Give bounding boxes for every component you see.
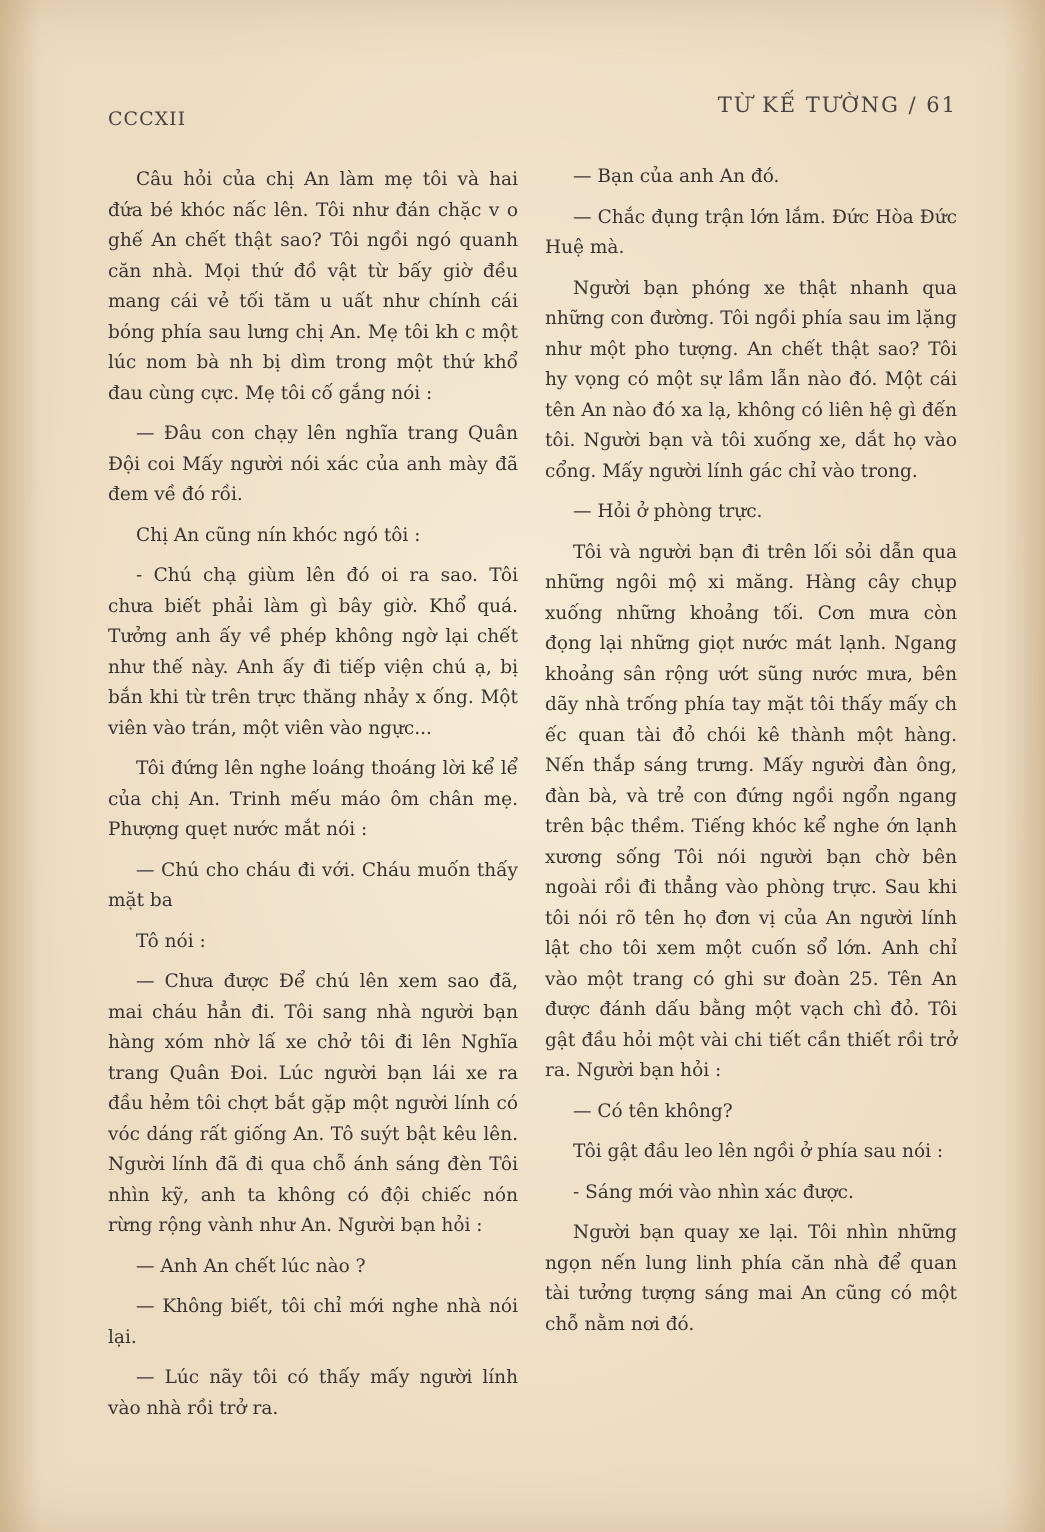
paragraph: Tôi đứng lên nghe loáng thoáng lời kể lể của chị An. Trinh mếu máo ôm chân mẹ. Phượng quẹt nước mắt nói : [108, 758, 518, 840]
paragraph: — Bạn của anh An đó. [573, 166, 780, 187]
paragraph: Người bạn quay xe lại. Tôi nhìn những ngọn nến lung linh phía căn nhà để quan tài tưởng tượng sáng mai An cũng có một chỗ nằm nơi đó. [545, 1222, 957, 1335]
left-text-column [108, 165, 518, 1434]
paragraph: — Chưa được Để chú lên xem sao đã, mai cháu hẳn đi. Tôi sang nhà người bạn hàng xóm nhờ lấ xe chở tôi đi lên Nghĩa trang Quân Đoi. Lúc người bạn lái xe ra đầu hẻm tôi chợt bắt gặp một người lính có vóc dáng rất giống An. Tô suýt bật kêu lên. Người lính đã đi qua chỗ ánh sáng đèn Tôi nhìn kỹ, anh ta không có đội chiếc nón rừng rộng vành như An. Người bạn hỏi : [108, 971, 518, 1236]
paragraph: — Anh An chết lúc nào ? [136, 1255, 366, 1277]
paragraph: — Chắc đụng trận lớn lắm. Đức Hòa Đức Huệ mà. [545, 206, 957, 258]
paragraph: — Lúc nãy tôi có thấy mấy người lính vào nhà rồi trở ra. [108, 1367, 518, 1419]
running-header-author-page: TỪ KẾ TƯỜNG / 61 [717, 93, 957, 117]
paragraph: Tôi và người bạn đi trên lối sỏi dẫn qua những ngôi mộ xi măng. Hàng cây chụp xuống những khoảng tối. Cơn mưa còn đọng lại những giọt nước mát lạnh. Ngang khoảng sân rộng ướt sũng nước mưa, bên dãy nhà trống phía tay mặt tôi thấy mấy ch ếc quan tài đỏ chói kê thành một hàng. Nến thắp sáng trưng. Mấy người đàn ông, đàn bà, và trẻ con đứng ngồi ngổn ngang trên bậc thềm. Tiếng khóc kể nghe ớn lạnh xương sống Tôi nói người bạn chờ bên ngoài rồi đi thẳng vào phòng trực. Sau khi tôi nói rõ tên họ đơn vị của An người lính lật cho tôi xem một cuốn sổ lớn. Anh chỉ vào một trang có ghi sư đoàn 25. Tên An được đánh dấu bằng một vạch chì đỏ. Tôi gật đầu hỏi một vài chi tiết cần thiết rồi trở ra. Người bạn hỏi : [545, 541, 957, 1081]
paragraph: - Sáng mới vào nhìn xác được. [573, 1181, 854, 1203]
page-section-marker: CCCXII [108, 108, 187, 130]
paragraph: — Có tên không? [573, 1100, 733, 1122]
paragraph: Chị An cũng nín khóc ngó tôi : [136, 524, 421, 546]
paragraph: — Đâu con chạy lên nghĩa trang Quân Đội coi Mấy người nói xác của anh mày đã đem về đó rồi. [108, 423, 518, 505]
paragraph: Câu hỏi của chị An làm mẹ tôi và hai đứa bé khóc nấc lên. Tôi như đán chặc v o ghế An chết thật sao? Tôi ngồi ngó quanh căn nhà. Mọi thứ đồ vật từ bấy giờ đều mang cái vẻ tối tăm u uất như chính cái bóng phía sau lưng chị An. Mẹ tôi kh c một lúc nom bà nh bị dìm trong một thứ khổ đau cùng cực. Mẹ tôi cố gắng nói : [108, 169, 518, 404]
paragraph: - Chú chạ giùm lên đó oi ra sao. Tôi chưa biết phải làm gì bây giờ. Khổ quá. Tưởng anh ấy về phép không ngờ lại chết như thế này. Anh ấy đi tiếp viện chú ạ, bị bắn khi từ trên trực thăng nhảy x ống. Một viên vào trán, một viên vào ngực... [108, 565, 518, 739]
paragraph: Người bạn phóng xe thật nhanh qua những con đường. Tôi ngồi phía sau im lặng như một pho tượng. An chết thật sao? Tôi hy vọng có một sự lầm lẫn nào đó. Một cái tên An nào đó xa lạ, không có liên hệ gì đến tôi. Người bạn và tôi xuống xe, dắt họ vào cổng. Mấy người lính gác chỉ vào trong. [545, 277, 957, 482]
paragraph: — Hỏi ở phòng trực. [573, 501, 763, 522]
paragraph: Tôi gật đầu leo lên ngồi ở phía sau nói : [573, 1141, 944, 1162]
right-text-column [545, 162, 957, 1350]
paragraph: Tô nói : [136, 930, 206, 952]
paragraph: — Chú cho cháu đi với. Cháu muốn thấy mặt ba [108, 859, 518, 911]
paragraph: — Không biết, tôi chỉ mới nghe nhà nói lại. [108, 1296, 518, 1348]
